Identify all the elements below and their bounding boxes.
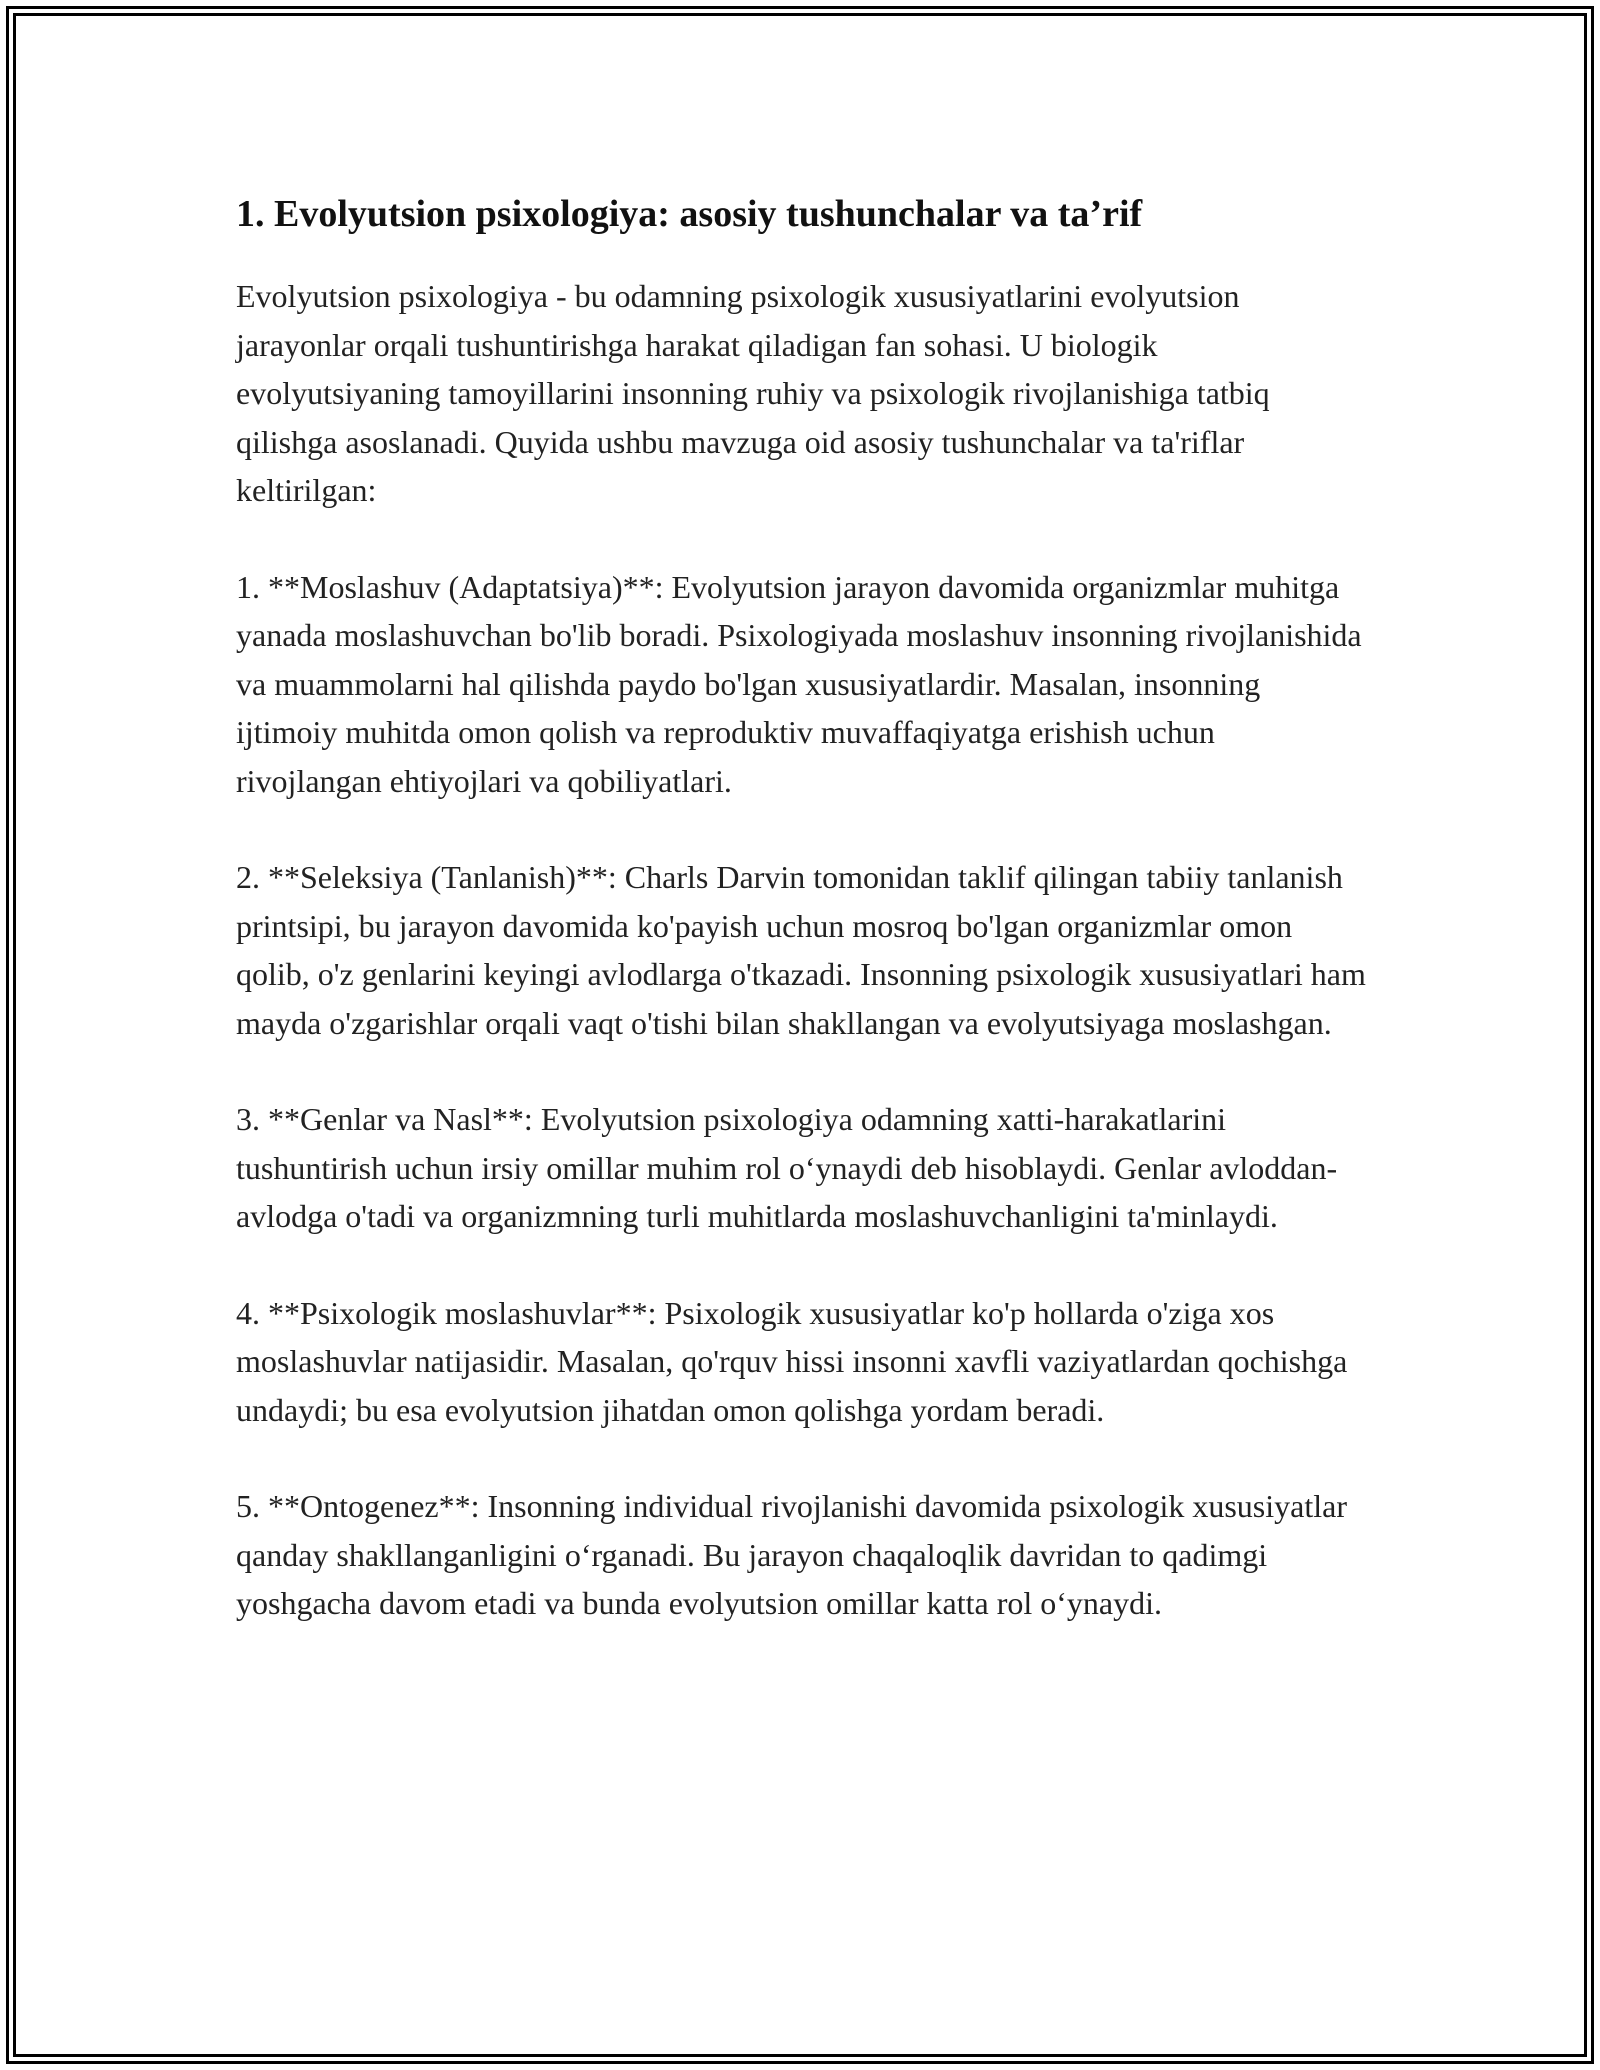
paragraph-selection: 2. **Seleksiya (Tanlanish)**: Charls Darvin tomonidan taklif qilingan tabiiy tanlanish printsipi, bu jarayon davomida ko'payish uchun mosroq bo'lgan organizmlar omon qolib, o'z genlarini keyingi avlodlarga o'tkazadi. Insonning psixologik xususiyatlari ham mayda o'zgarishlar orqali vaqt o'tishi bilan shakllangan va evolyutsiyaga moslashgan. — [236, 859, 1366, 1041]
paragraph-ontogenesis: 5. **Ontogenez**: Insonning individual rivojlanishi davomida psixologik xususiyatlar qanday shakllanganligini o‘rganadi. Bu jarayon chaqaloqlik davridan to qadimgi yoshgacha davom etadi va bunda evolyutsion omillar katta rol o‘ynaydi. — [236, 1488, 1347, 1621]
paragraph-psychological-adaptations: 4. **Psixologik moslashuvlar**: Psixologik xususiyatlar ko'p hollarda o'ziga xos moslashuvlar natijasidir. Masalan, qo'rquv hissi insonni xavfli vaziyatlardan qochishga undaydi; bu esa evolyutsion jihatdan omon qolishga yordam beradi. — [236, 1294, 1348, 1428]
document-title: 1. Evolyutsion psixologiya: asosiy tushunchalar va ta’rif — [236, 193, 1143, 235]
paragraph-adaptation: 1. **Moslashuv (Adaptatsiya)**: Evolyutsion jarayon davomida organizmlar muhitga yanada moslashuvchan bo'lib boradi. Psixologiyada moslashuv insonning rivojlanishida va muammolarni hal qilishda paydo bo'lgan xususiyatlardir. Masalan, insonning ijtimoiy muhitda omon qolish va reproduktiv muvaffaqiyatga erishish uchun rivojlangan ehtiyojlari va qobiliyatlari. — [236, 568, 1362, 799]
paragraph-genes: 3. **Genlar va Nasl**: Evolyutsion psixologiya odamning xatti-harakatlarini tushuntirish uchun irsiy omillar muhim rol o‘ynaydi deb hisoblaydi. Genlar avloddan-avlodga o'tadi va organizmning turli muhitlarda moslashuvchanligini ta'minlaydi. — [236, 1101, 1338, 1234]
intro-paragraph: Evolyutsion psixologiya - bu odamning psixologik xususiyatlarini evolyutsion jarayonlar orqali tushuntirishga harakat qiladigan fan sohasi. U biologik evolyutsiyaning tamoyillarini insonning ruhiy va psixologik rivojlanishiga tatbiq qilishga asoslanadi. Quyida ushbu mavzuga oid asosiy tushunchalar va ta'riflar keltirilgan: — [236, 278, 1270, 508]
document-body — [236, 190, 1366, 1676]
